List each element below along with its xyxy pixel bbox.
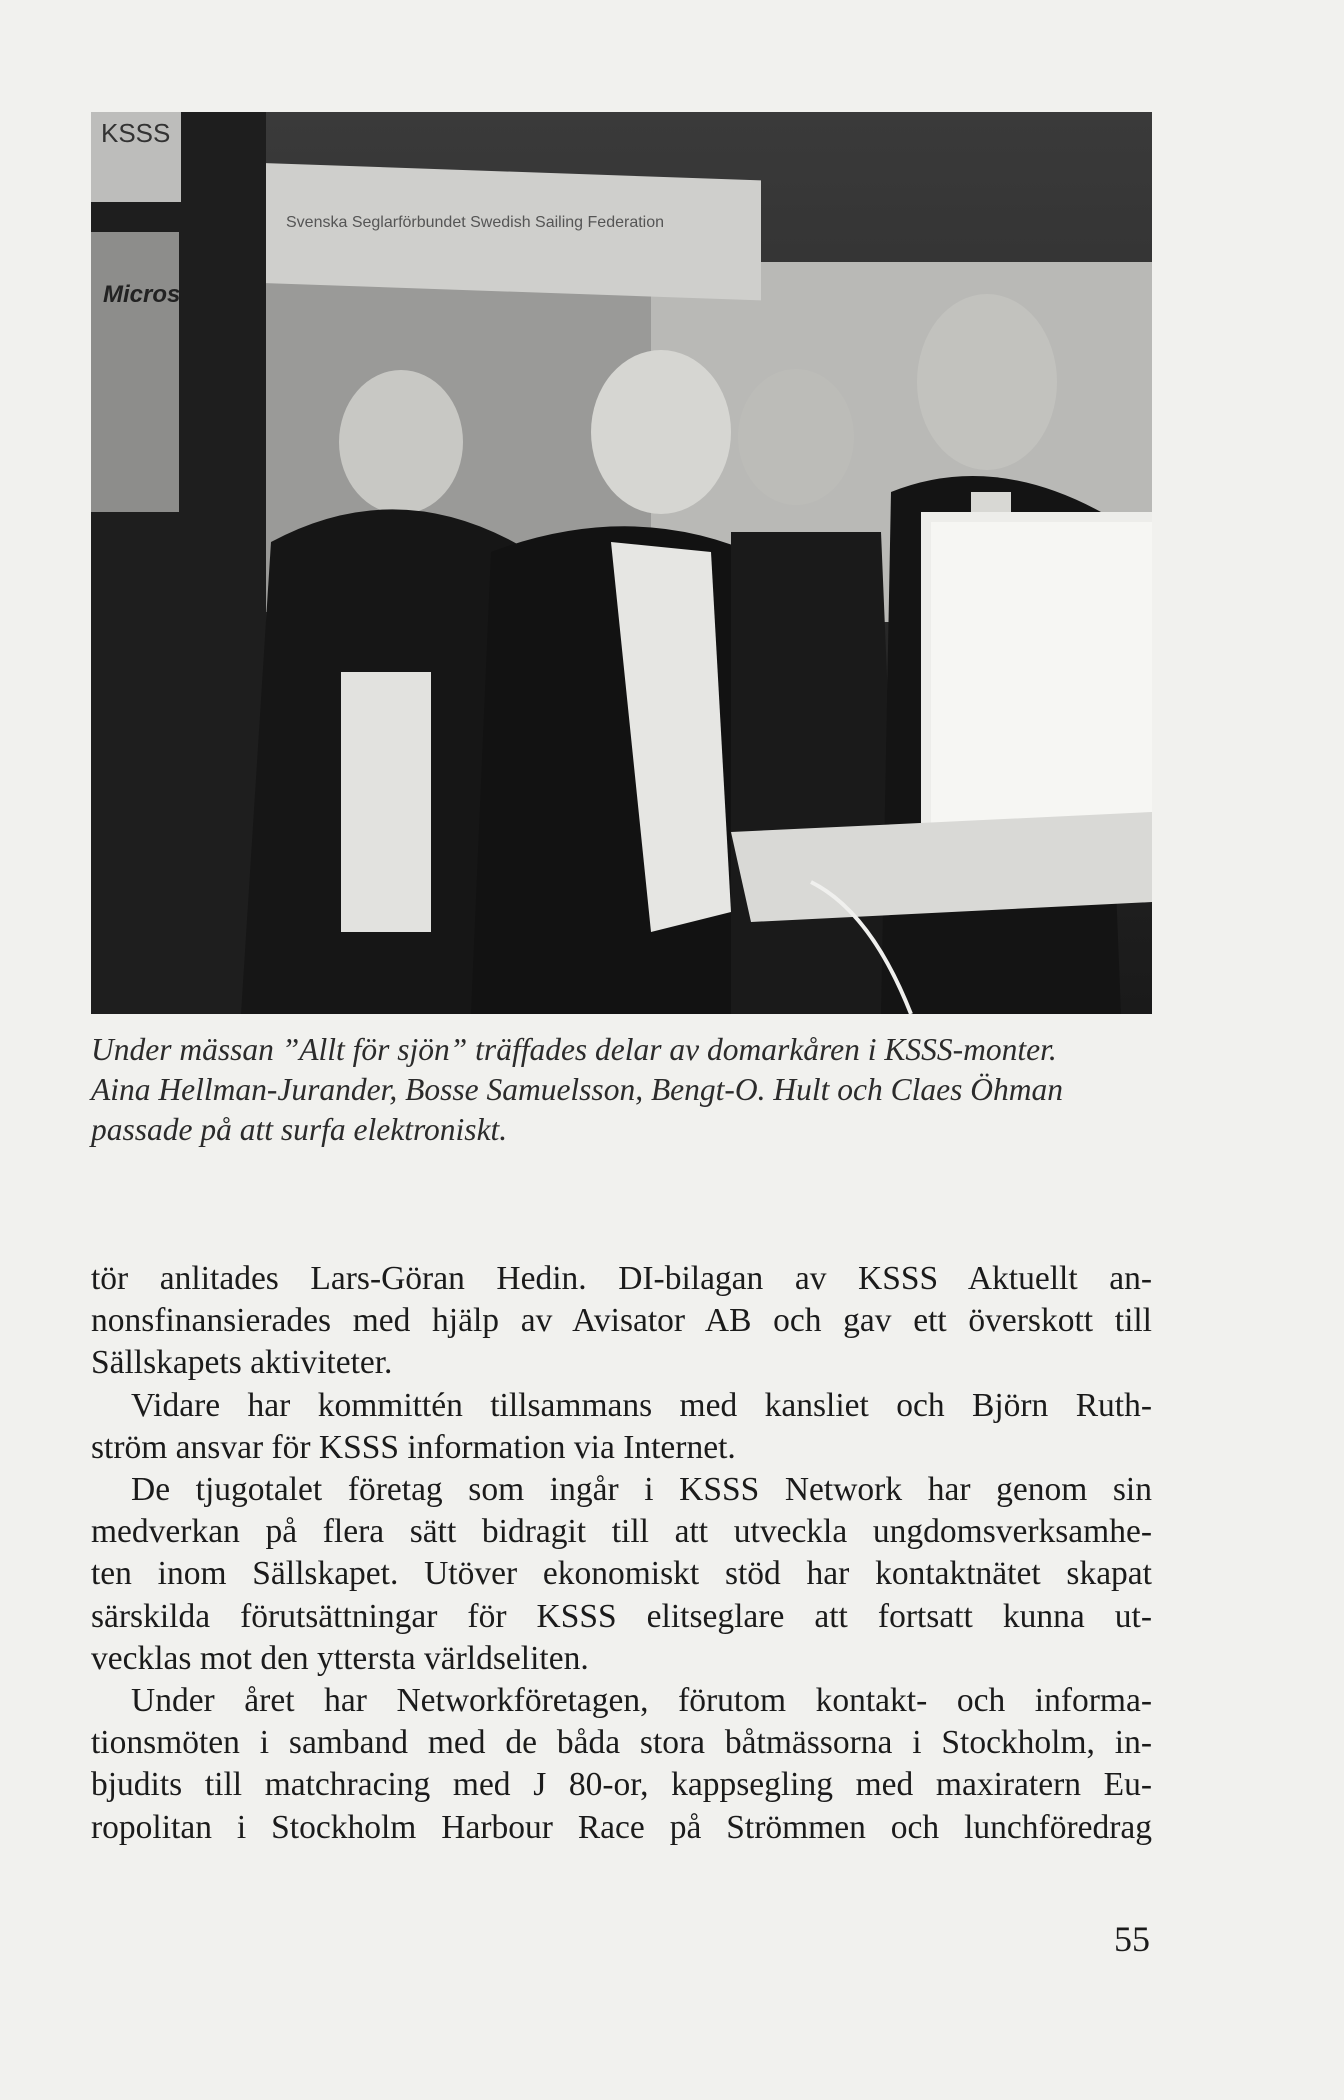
- paragraph-3: [91, 1469, 1152, 1680]
- text-line: ten inom Sällskapet. Utöver ekonomiskt stöd har kontaktnätet skapat: [91, 1555, 1152, 1593]
- page-number: 55: [1114, 1919, 1150, 1959]
- text-line: ström ansvar för KSSS information via Internet.: [91, 1428, 736, 1466]
- paragraph-4: [91, 1680, 1152, 1849]
- photo-illustration: [91, 112, 1152, 1014]
- text-line: vecklas mot den yttersta världseliten.: [91, 1639, 589, 1677]
- booth-sign-text: Svenska Seglarförbundet Swedish Sailing Federation: [286, 214, 665, 231]
- text-line: tör anlitades Lars-Göran Hedin. DI-bilagan av KSSS Aktuellt an-: [91, 1260, 1152, 1297]
- photo-top-left-text: KSSS: [101, 118, 171, 148]
- text-line: Sällskapets aktiviteter.: [91, 1344, 393, 1382]
- paragraph-2: [91, 1385, 1152, 1469]
- caption-line: Under mässan ”Allt för sjön” träffades delar av domarkåren i KSSS-monter.: [91, 1032, 1057, 1067]
- text-line: De tjugotalet företag som ingår i KSSS Network har genom sin: [131, 1471, 1152, 1509]
- text-line: ropolitan i Stockholm Harbour Race på Strömmen och lunchföredrag: [91, 1808, 1152, 1846]
- caption-line: passade på att surfa elektroniskt.: [91, 1112, 508, 1147]
- text-line: bjudits till matchracing med J 80-or, kappsegling med maxiratern Eu-: [91, 1766, 1152, 1804]
- text-line: Under året har Networkföretagen, förutom kontakt- och informa-: [131, 1682, 1152, 1720]
- poster-text: Micros: [103, 281, 181, 308]
- text-line: tionsmöten i samband med de båda stora båtmässorna i Stockholm, in-: [91, 1724, 1152, 1762]
- exhibition-photo: [91, 112, 1152, 1014]
- caption-line: Aina Hellman-Jurander, Bosse Samuelsson, Bengt-O. Hult och Claes Öhman: [91, 1072, 1064, 1107]
- text-line: särskilda förutsättningar för KSSS elitseglare att fortsatt kunna ut-: [91, 1597, 1152, 1635]
- paragraph-1: [91, 1258, 1152, 1385]
- text-line: Vidare har kommittén tillsammans med kansliet och Björn Ruth-: [131, 1386, 1152, 1424]
- text-line: medverkan på flera sätt bidragit till att utveckla ungdomsverksamhe-: [91, 1513, 1152, 1551]
- photo-caption: [91, 1030, 1161, 1150]
- body-text: [91, 1258, 1152, 1849]
- text-line: nonsfinansierades med hjälp av Avisator AB och gav ett överskott till: [91, 1302, 1152, 1340]
